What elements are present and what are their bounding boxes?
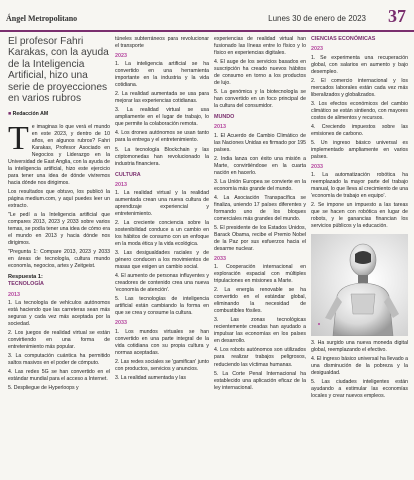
- intro-paragraph: e imaginas lo que verá el mundo en este 2023, y dentro de 10 años, en algunos rubros? Fahri Karakas, Profesor Asociado en Negocios y Liderazgo en la Universidad de East Anglia, con la ayuda de la inteligencia artificial, hizo este ejercicio para tener una idea de dónde viviremos hacia dónde nos dirigimos.: [8, 123, 110, 186]
- year-label: 2013: [214, 124, 226, 131]
- humanoid-robot-illustration: [311, 234, 408, 336]
- list-item: 2. La energía renovable se ha convertido en el estándar global, eliminando la necesidad de combustibles fósiles.: [214, 287, 306, 315]
- list-item: túneles subterráneos para revolucionar el transporte: [115, 36, 209, 50]
- list-item: 2. El comercio internacional y los mercados laborales están cada vez más liberalizados y globalizados.: [311, 77, 408, 98]
- section-title-cultura: CULTURA: [115, 171, 141, 178]
- list-item: 1. La automatización robótica ha reemplazado la mayor parte del trabajo manual, lo que lleva al crecimiento de una 'economía de trabajo en equipo'.: [311, 172, 408, 200]
- list-item: 1. Se experimenta una recuperación global, con salarios en aumento y bajo desempleo.: [311, 54, 408, 75]
- list-item: 1. La inteligencia artificial se ha convertido en una herramienta importante en la industria y la vida cotidiana.: [115, 61, 209, 89]
- list-item: 5. El presidente de los Estados Unidos, Barack Obama, recibe el Premio Nobel de la Paz por sus esfuerzos hacia el desarme nuclear.: [214, 224, 306, 252]
- column-3: [214, 36, 306, 394]
- list-item: 5. Las ciudades inteligentes están ayudando a estimular las economías locales y crear nuevos empleos.: [311, 379, 408, 400]
- list-item: 4. El aumento de personas influyentes y creadores de contenido crea una nueva 'economía de atención'.: [115, 273, 209, 294]
- section-title-mundo: MUNDO: [214, 114, 235, 121]
- year-label: 2013: [8, 291, 20, 298]
- list-item: 4. El ingreso básico universal ha llevado a una disminución de la pobreza y la desigualdad.: [311, 356, 408, 377]
- byline-text: Redacción AM: [12, 110, 49, 117]
- list-item: 3. Las desigualdades raciales y de género conducen a los movimientos de masas que exigen un cambio social.: [115, 250, 209, 271]
- year-label: 2033: [115, 320, 127, 327]
- year-label: 2033: [214, 256, 226, 262]
- list-item: 5. Un ingreso básico universal es implementado ampliamente en varios países.: [311, 139, 408, 160]
- list-item: 4. Creciendo impuestos sobre las emisiones de carbono.: [311, 123, 408, 137]
- year-label: 2023: [115, 53, 127, 60]
- byline: [8, 111, 110, 118]
- drop-cap: T: [8, 119, 29, 157]
- list-item: 5. La Corte Penal Internacional ha establecido una aplicación eficaz de la ley internacional.: [214, 370, 306, 391]
- list-item: 1. Los mundos virtuales se han convertido en una parte integral de la vida cotidiana con su propia cultura y normas aceptadas.: [115, 328, 209, 356]
- list-item: 5. La genómica y la biotecnología se han convertido en un foco principal de la cultura del consumidor.: [214, 89, 306, 110]
- list-item: 3. La computación cuántica ha permitido saltos masivos en el poder de cómputo.: [8, 353, 110, 367]
- section-title-tecnologia: TECNOLOGÍA: [8, 281, 44, 288]
- masthead: [0, 0, 414, 32]
- newspaper-name: Ángel Metropolitano: [6, 14, 78, 23]
- list-item: 3. Las zonas tecnológicas recientemente creadas han ayudado a impulsar las economías en los países en desarrollo.: [214, 317, 306, 345]
- paragraph: Los resultados que obtuvo, los publicó la página medium.com, y aquí puedes leer un extracto.: [8, 188, 110, 209]
- list-item: 2. India lanza con éxito una misión a Marte, convirtiéndose en la cuarta nación en hacerlo.: [214, 155, 306, 176]
- list-item: 2. Se impone un impuesto a las tareas que se hacen con robótica en lugar de robots, y le ganancias financian los servicios públicos y la educación.: [311, 202, 408, 230]
- list-item: 5. Despliegue de Hyperloops y: [8, 385, 79, 392]
- answer-heading: Respuesta 1:: [8, 273, 43, 280]
- list-item: 5. Las tecnologías de inteligencia artificial están cambiando la forma en que se crea y consume la cultura.: [115, 296, 209, 317]
- column-1: [8, 36, 110, 394]
- section-title-economia: CIENCIAS ECONÓMICAS: [311, 36, 376, 42]
- list-item: 2. La realidad aumentada se usa para mejorar las experiencias cotidianas.: [115, 91, 209, 105]
- list-item: 3. La Unión Europea se convierte en la economía más grande del mundo.: [214, 178, 306, 192]
- robot-photo: [311, 234, 408, 336]
- list-item: 3. La realidad virtual se usa ampliamente en el lugar de trabajo, lo que permite la colaboración remota.: [115, 107, 209, 128]
- column-2: [115, 36, 209, 384]
- list-item: 1. La tecnología de vehículos autónomos está haciendo que las carreteras sean más seguras y cada vez más aceptada por la sociedad.: [8, 300, 110, 328]
- year-label: 2033: [311, 163, 323, 170]
- list-item: 2. Las redes sociales se 'gamifican' junto con productos, servicios y anuncios.: [115, 358, 209, 372]
- issue-date: Lunes 30 de enero de 2023: [268, 14, 366, 23]
- year-label: 2023: [311, 46, 323, 53]
- list-item: 1. El Acuerdo de Cambio Climático de las Naciones Unidas es firmado por 195 países.: [214, 132, 306, 153]
- list-item: 3. Ha surgido una nueva moneda digital global, reemplazando el efectivo.: [311, 340, 408, 354]
- list-item: 4. Los drones autónomos se usan tanto para la entrega y el entretenimiento.: [115, 130, 209, 144]
- location-pin-icon: ■: [8, 110, 12, 117]
- list-item: 1. Cooperación internacional en exploración espacial con múltiples tripulaciones en misiones a Marte.: [214, 264, 306, 285]
- intro-block: [8, 119, 110, 187]
- paragraph: "Pregunta 1: Compare 2013, 2023 y 2033 en áreas de tecnología, cultura mundo economía, negocios, artes y Zeitgeist.: [8, 248, 110, 269]
- article-headline: El profesor Fahri Karakas, con la ayuda de la Inteligencia Artificial, hizo una serie de proyecciones en varios rubros: [8, 36, 109, 105]
- page-number: 37: [388, 6, 406, 26]
- list-item: 5. La tecnología Blockchain y las criptomonedas han revolucionado la industria financiera.: [115, 146, 209, 167]
- list-item: experiencias de realidad virtual han fusionado las líneas entre lo físico y lo físico en experiencias digitales.: [214, 36, 306, 57]
- list-item: 4. Los robots autónomos son utilizados para realizar trabajos peligrosos, reduciendo las víctimas humanas.: [214, 347, 306, 368]
- column-4: [311, 36, 408, 402]
- list-item: 4. La Asociación Transpacífica se finaliza, uniendo 17 países diferentes y formando uno de los bloques comerciales más grandes del mundo.: [214, 194, 306, 222]
- list-item: 2. Los juegos de realidad virtual se están convirtiendo en una forma de entretenimiento más popular.: [8, 330, 110, 351]
- year-label: 2013: [115, 181, 127, 188]
- list-item: 3. Los efectos económicos del cambio climático se están sintiendo, con mayores costos de alimentos y recursos.: [311, 100, 408, 121]
- list-item: 2. La creciente conciencia sobre la sostenibilidad conduce a un cambio en los hábitos de consumo con un enfoque en la moda ética y la vida ecológica.: [115, 220, 209, 248]
- paragraph: "Le pedí a la Inteligencia artificial que compares 2013, 2023 y 2033 sobre varios temas, se podía tener una idea de cómo era el mundo en 2013 y hacia dónde nos dirigimos.: [8, 211, 110, 246]
- list-item: 4. Las redes 5G se han convertido en el estándar mundial para el acceso a Internet.: [8, 369, 110, 383]
- list-item: 4. El auge de los servicios basados en suscripción ha creado nuevos hábitos de consumo en torno a los productos de lujo.: [214, 59, 306, 87]
- list-item: 1. La realidad virtual y la realidad aumentada crean una nueva cultura de aprendizaje experiencial y entretenimiento.: [115, 190, 209, 218]
- list-item: 3. La realidad aumentada y las: [115, 374, 186, 381]
